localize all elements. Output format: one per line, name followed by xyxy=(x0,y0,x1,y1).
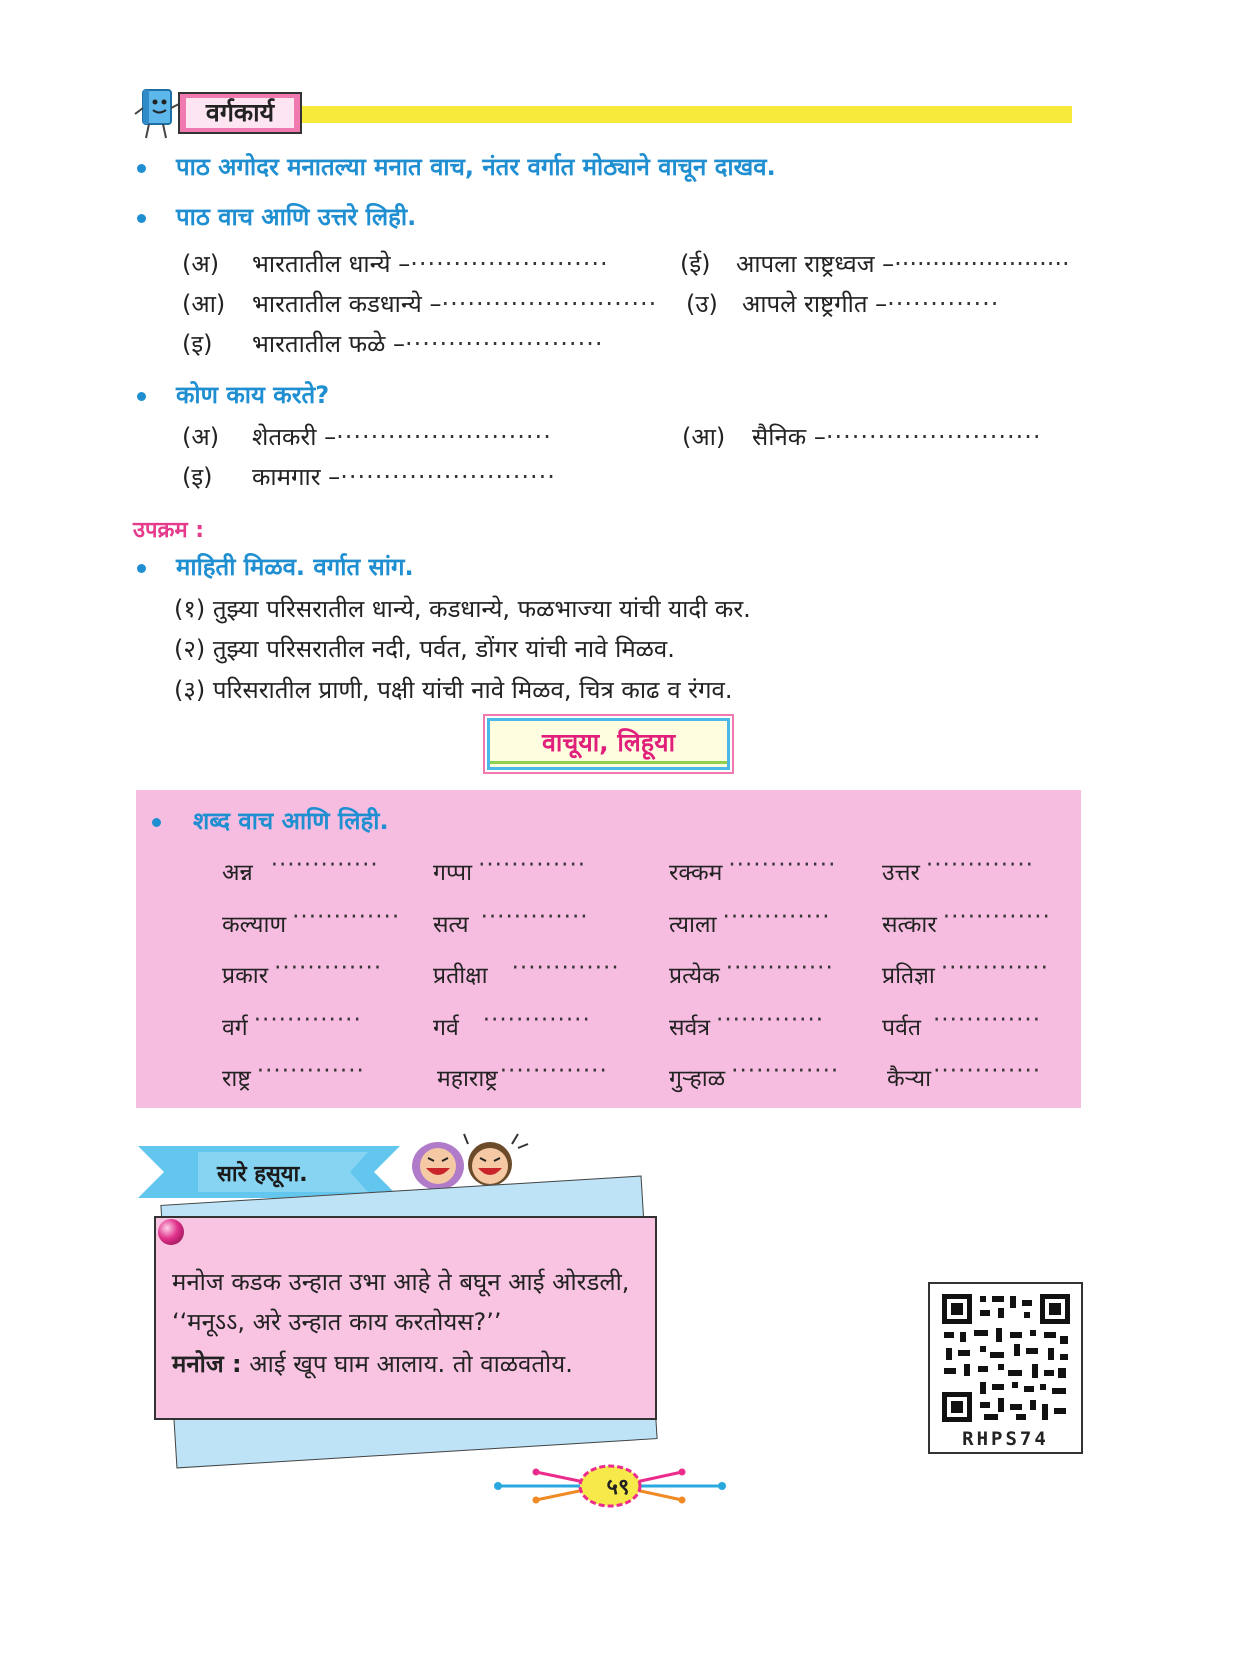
question-item: (ई) आपला राष्ट्रध्वज –······················· xyxy=(680,250,1070,278)
question-item: (इ) भारतातील फळे –······················· xyxy=(182,330,604,358)
answer-blank[interactable]: ············· xyxy=(887,290,1000,318)
question-item: (आ) सैनिक –························· xyxy=(682,423,1042,451)
answer-blank[interactable]: ············· xyxy=(511,955,620,981)
answer-blank[interactable]: ············· xyxy=(940,955,1049,981)
word-entry: सत्कार ············· xyxy=(882,904,1051,938)
answer-blank[interactable]: ······················· xyxy=(404,330,604,358)
answer-blank[interactable]: ············· xyxy=(274,955,383,981)
answer-blank[interactable]: ······················· xyxy=(410,250,609,278)
word-entry: उत्तर ············· xyxy=(882,852,1034,886)
word-entry: प्रतीक्षा ············· xyxy=(433,955,620,989)
bullet-icon xyxy=(137,214,146,223)
answer-blank[interactable]: ············· xyxy=(942,904,1051,930)
word-entry: प्रतिज्ञा ············· xyxy=(882,955,1049,989)
pin-icon xyxy=(158,1219,184,1245)
qr-code-icon xyxy=(940,1292,1072,1424)
word-entry: प्रत्येक ············· xyxy=(669,955,834,989)
answer-blank[interactable]: ············· xyxy=(728,852,837,878)
word-entry: गुऱ्हाळ ············· xyxy=(669,1058,840,1092)
bullet-icon xyxy=(137,164,146,173)
activity-item: (१) तुझ्या परिसरातील धान्ये, कडधान्ये, फळभाज्या यांची यादी कर. xyxy=(174,595,751,623)
answer-blank[interactable]: ························· xyxy=(336,423,552,451)
question-item: (अ) भारतातील धान्ये –······················· xyxy=(182,250,609,278)
answer-blank[interactable]: ············· xyxy=(482,1007,591,1033)
word-entry: कैऱ्या············· xyxy=(887,1058,1042,1092)
instruction-answer: पाठ वाच आणि उत्तरे लिही. xyxy=(176,203,417,231)
activity-title: माहिती मिळव. वर्गात सांग. xyxy=(176,553,414,581)
question-item: (अ) शेतकरी –························· xyxy=(182,423,552,451)
bullet-icon xyxy=(152,818,161,827)
answer-blank[interactable]: ············· xyxy=(256,1058,365,1084)
section-title-box xyxy=(487,718,730,770)
answer-blank[interactable]: ············· xyxy=(270,852,379,878)
joke-line-1: मनोज कडक उन्हात उभा आहे ते बघून आई ओरडली, xyxy=(172,1268,630,1296)
word-entry: प्रकार ············· xyxy=(222,955,383,989)
header-highlight-bar xyxy=(300,106,1072,123)
question-item: (उ) आपले राष्ट्रगीत –············· xyxy=(686,290,1000,318)
word-entry: अन्न ············· xyxy=(222,852,379,886)
answer-blank[interactable]: ························· xyxy=(340,463,556,491)
header-badge xyxy=(178,92,302,134)
section-title: वाचूया, लिहूया xyxy=(541,728,676,757)
answer-blank[interactable]: ············· xyxy=(731,1058,840,1084)
answer-blank[interactable]: ························· xyxy=(825,423,1042,451)
word-entry: रक्कम ············· xyxy=(669,852,837,886)
answer-blank[interactable]: ············· xyxy=(722,904,831,930)
answer-blank[interactable]: ············· xyxy=(478,852,587,878)
instruction-read: पाठ अगोदर मनातल्या मनात वाच, नंतर वर्गात मोठ्याने वाचून दाखव. xyxy=(176,153,776,181)
word-entry: सर्वत्र ············· xyxy=(669,1007,825,1041)
qr-code-label: RHPS74 xyxy=(962,1428,1049,1450)
answer-blank[interactable]: ······················· xyxy=(894,250,1070,278)
words-box-title: शब्द वाच आणि लिही. xyxy=(193,807,389,835)
answer-blank[interactable]: ············· xyxy=(933,1058,1042,1084)
answer-blank[interactable]: ············· xyxy=(292,904,401,930)
activity-item: (३) परिसरातील प्राणी, पक्षी यांची नावे मिळव, चित्र काढ व रंगव. xyxy=(174,676,733,704)
joke-line-2: ‘‘मनूऽऽ, अरे उन्हात काय करतोयस?’’ xyxy=(172,1308,502,1336)
answer-blank[interactable]: ············· xyxy=(932,1007,1042,1033)
word-entry: वर्ग ············· xyxy=(222,1007,362,1041)
joke-speaker: मनोज : xyxy=(172,1350,242,1378)
answer-blank[interactable]: ············· xyxy=(253,1007,362,1033)
answer-blank[interactable]: ············· xyxy=(925,852,1034,878)
activity-heading: उपक्रम : xyxy=(133,518,205,543)
ribbon-label: सारे हसूया. xyxy=(217,1162,308,1187)
joke-line-3 xyxy=(172,1347,573,1380)
word-entry: त्याला ············· xyxy=(669,904,831,938)
bullet-icon xyxy=(137,564,146,573)
activity-item: (२) तुझ्या परिसरातील नदी, पर्वत, डोंगर यांची नावे मिळव. xyxy=(174,635,675,663)
word-entry: कल्याण ············· xyxy=(222,904,401,938)
question-item: (इ) कामगार –························· xyxy=(182,463,556,491)
bullet-icon xyxy=(137,392,146,401)
answer-blank[interactable]: ············· xyxy=(716,1007,825,1033)
question-item: (आ) भारतातील कडधान्ये –························· xyxy=(182,290,658,318)
word-entry: महाराष्ट्र············· xyxy=(437,1058,608,1092)
word-entry: गर्व ············· xyxy=(433,1007,591,1041)
word-entry: सत्य ············· xyxy=(433,904,589,938)
qr-box xyxy=(928,1282,1083,1454)
word-entry: राष्ट्र ············· xyxy=(222,1058,365,1092)
word-entry: पर्वत ············· xyxy=(882,1007,1042,1041)
answer-blank[interactable]: ············· xyxy=(499,1058,608,1084)
book-mascot-icon xyxy=(133,84,183,142)
answer-blank[interactable]: ············· xyxy=(480,904,589,930)
instruction-who-does: कोण काय करते? xyxy=(176,381,330,409)
header-label: वर्गकार्य xyxy=(186,98,294,128)
page-number: ५९ xyxy=(606,1475,630,1500)
joke-reply: आई खूप घाम आलाय. तो वाळवतोय. xyxy=(249,1350,573,1378)
answer-blank[interactable]: ························· xyxy=(441,290,658,318)
answer-blank[interactable]: ············· xyxy=(725,955,834,981)
word-entry: गप्पा ············· xyxy=(433,852,587,886)
